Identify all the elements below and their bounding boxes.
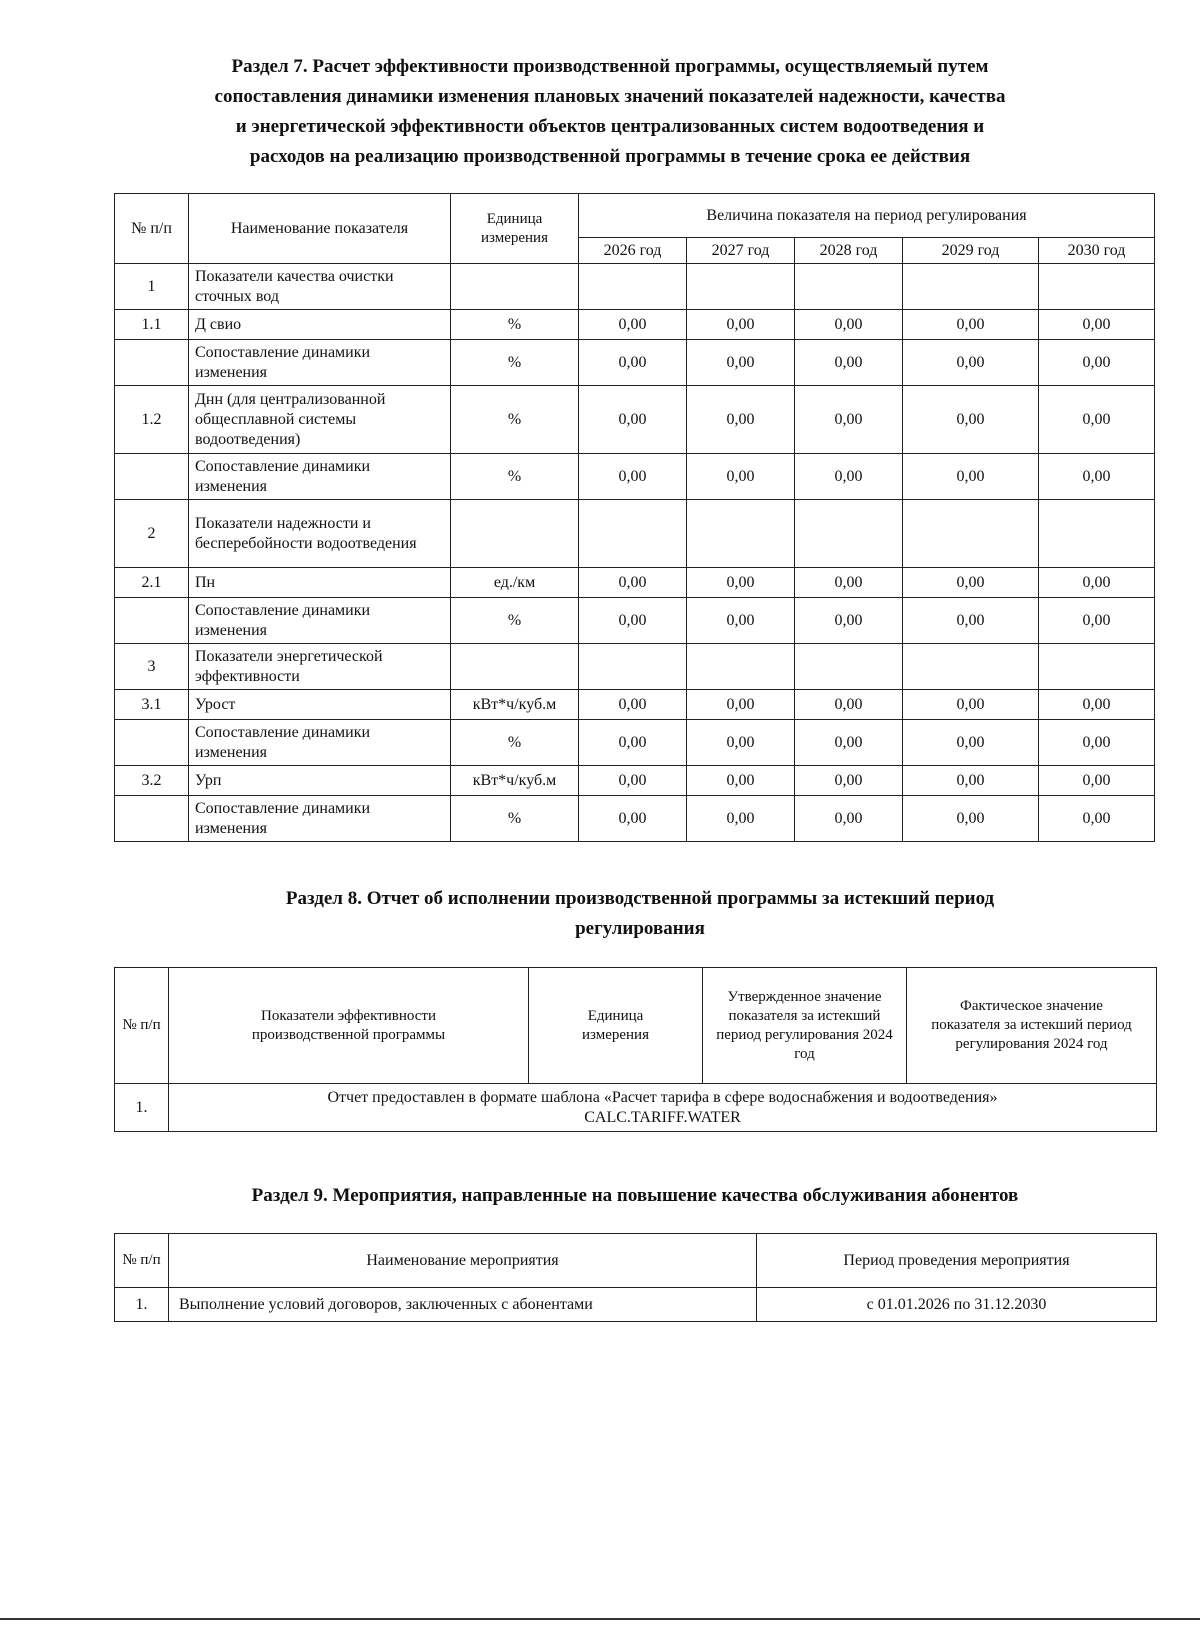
- s7-cell-value: [795, 500, 903, 568]
- s7-cell-value: [579, 644, 687, 690]
- s8-row-num: 1.: [115, 1084, 169, 1132]
- s7-cell-value: [1039, 264, 1155, 310]
- s7-row: [115, 796, 1155, 842]
- s7-row: [115, 386, 1155, 454]
- s7-cell-value: 0,00: [903, 796, 1039, 842]
- s8-row-text: [169, 1084, 1157, 1132]
- s7-cell-value: [579, 264, 687, 310]
- s8-row-1: [115, 1084, 1157, 1132]
- s7-cell-value: 0,00: [579, 454, 687, 500]
- s7-cell-unit: %: [451, 340, 579, 386]
- s7-cell-name: Сопоставление динамики изменения: [189, 598, 451, 644]
- s7-cell-value: 0,00: [795, 690, 903, 720]
- s9-row-name: Выполнение условий договоров, заключенных с абонентами: [169, 1288, 757, 1322]
- s7-cell-value: 0,00: [903, 568, 1039, 598]
- s7-cell-value: 0,00: [1039, 340, 1155, 386]
- s8-header-approved: Утвержденное значение показателя за истекший период регулирования 2024 год: [703, 968, 907, 1084]
- s7-year-2028: 2028 год: [795, 238, 903, 264]
- s7-cell-value: 0,00: [795, 720, 903, 766]
- s7-cell-value: 0,00: [903, 690, 1039, 720]
- s7-cell-num: 1: [115, 264, 189, 310]
- s7-cell-value: [687, 644, 795, 690]
- s7-cell-name: Днн (для централизованной общесплавной системы водоотведения): [189, 386, 451, 454]
- s7-cell-unit: %: [451, 386, 579, 454]
- s7-cell-num: 3: [115, 644, 189, 690]
- s7-cell-value: [687, 500, 795, 568]
- s8-header-num: № п/п: [115, 968, 169, 1084]
- s9-row-period: с 01.01.2026 по 31.12.2030: [757, 1288, 1157, 1322]
- s7-cell-unit: [451, 264, 579, 310]
- s7-cell-value: [903, 644, 1039, 690]
- s7-cell-num: 2.1: [115, 568, 189, 598]
- s7-cell-value: 0,00: [1039, 386, 1155, 454]
- s7-header-unit: Единица измерения: [451, 194, 579, 264]
- s7-cell-value: 0,00: [795, 598, 903, 644]
- s7-cell-name: Сопоставление динамики изменения: [189, 796, 451, 842]
- s7-cell-value: 0,00: [687, 598, 795, 644]
- s7-cell-value: 0,00: [687, 386, 795, 454]
- s7-cell-value: 0,00: [579, 766, 687, 796]
- s7-cell-num: 2: [115, 500, 189, 568]
- s8-header-unit: Единица измерения: [529, 968, 703, 1084]
- s8-row-text-line1: Отчет предоставлен в формате шаблона «Расчет тарифа в сфере водоснабжения и водоотведения»: [327, 1088, 998, 1106]
- s8-header-row: [115, 968, 1157, 1084]
- s7-cell-name: Сопоставление динамики изменения: [189, 720, 451, 766]
- s7-cell-name: Сопоставление динамики изменения: [189, 340, 451, 386]
- s7-header-row: [115, 194, 1155, 238]
- s7-cell-num: 1.2: [115, 386, 189, 454]
- s7-row: [115, 454, 1155, 500]
- s7-cell-value: 0,00: [795, 340, 903, 386]
- s9-row-1: [115, 1288, 1157, 1322]
- s7-cell-unit: %: [451, 454, 579, 500]
- s7-year-2030: 2030 год: [1039, 238, 1155, 264]
- s7-cell-value: 0,00: [795, 310, 903, 340]
- s8-row-text-line2: CALC.TARIFF.WATER: [584, 1108, 741, 1126]
- s7-cell-num: [115, 796, 189, 842]
- s7-row: [115, 644, 1155, 690]
- s7-cell-value: 0,00: [1039, 454, 1155, 500]
- s7-cell-value: 0,00: [579, 796, 687, 842]
- s7-cell-value: 0,00: [687, 454, 795, 500]
- s7-cell-value: [903, 500, 1039, 568]
- s7-cell-value: 0,00: [903, 340, 1039, 386]
- section8-title: Раздел 8. Отчет об исполнении производственной программы за истекший период регулирования: [285, 888, 995, 939]
- s7-cell-value: 0,00: [903, 598, 1039, 644]
- s7-cell-value: 0,00: [1039, 766, 1155, 796]
- s7-cell-value: [903, 264, 1039, 310]
- s7-cell-num: 3.2: [115, 766, 189, 796]
- s7-cell-name: Пн: [189, 568, 451, 598]
- s7-row: [115, 310, 1155, 340]
- s7-row: [115, 340, 1155, 386]
- s7-cell-value: 0,00: [687, 796, 795, 842]
- s7-cell-num: [115, 598, 189, 644]
- s7-cell-value: 0,00: [1039, 310, 1155, 340]
- s7-cell-name: Показатели надежности и бесперебойности водоотведения: [189, 500, 451, 568]
- section7-table: [114, 193, 1155, 842]
- s7-cell-value: 0,00: [687, 690, 795, 720]
- s7-cell-value: 0,00: [687, 340, 795, 386]
- s7-cell-value: 0,00: [579, 386, 687, 454]
- s7-cell-value: [795, 644, 903, 690]
- s7-row: [115, 690, 1155, 720]
- s7-cell-unit: %: [451, 720, 579, 766]
- s7-header-period: Величина показателя на период регулирования: [579, 194, 1155, 238]
- s7-row: [115, 264, 1155, 310]
- s7-cell-value: 0,00: [579, 690, 687, 720]
- s7-cell-unit: %: [451, 796, 579, 842]
- s7-cell-value: 0,00: [579, 720, 687, 766]
- s7-cell-name: Показатели качества очистки сточных вод: [189, 264, 451, 310]
- s7-cell-unit: %: [451, 598, 579, 644]
- s7-cell-value: [579, 500, 687, 568]
- section9-table: [114, 1233, 1157, 1322]
- s7-cell-num: [115, 720, 189, 766]
- s7-cell-name: Показатели энергетической эффективности: [189, 644, 451, 690]
- s7-cell-value: [1039, 644, 1155, 690]
- s7-cell-value: 0,00: [1039, 568, 1155, 598]
- s7-cell-value: 0,00: [687, 310, 795, 340]
- s7-row: [115, 500, 1155, 568]
- s7-cell-value: 0,00: [1039, 598, 1155, 644]
- s7-cell-num: 3.1: [115, 690, 189, 720]
- s8-header-actual: Фактическое значение показателя за истекший период регулирования 2024 год: [907, 968, 1157, 1084]
- s7-cell-value: 0,00: [795, 386, 903, 454]
- s7-cell-value: 0,00: [903, 310, 1039, 340]
- s7-cell-value: 0,00: [579, 598, 687, 644]
- s7-cell-value: [687, 264, 795, 310]
- s7-cell-unit: %: [451, 310, 579, 340]
- s7-cell-value: 0,00: [1039, 690, 1155, 720]
- s7-cell-unit: кВт*ч/куб.м: [451, 690, 579, 720]
- s7-cell-value: 0,00: [795, 796, 903, 842]
- s7-cell-value: 0,00: [579, 310, 687, 340]
- s7-year-2027: 2027 год: [687, 238, 795, 264]
- s7-cell-value: 0,00: [1039, 720, 1155, 766]
- s7-cell-name: Д свио: [189, 310, 451, 340]
- s7-cell-num: 1.1: [115, 310, 189, 340]
- s7-header-num: № п/п: [115, 194, 189, 264]
- s7-cell-num: [115, 454, 189, 500]
- s9-header-row: [115, 1234, 1157, 1288]
- s7-cell-value: [1039, 500, 1155, 568]
- s7-row: [115, 766, 1155, 796]
- s9-header-num: № п/п: [115, 1234, 169, 1288]
- s7-cell-value: 0,00: [903, 454, 1039, 500]
- s7-cell-value: [795, 264, 903, 310]
- s7-cell-unit: [451, 644, 579, 690]
- s7-cell-value: 0,00: [1039, 796, 1155, 842]
- s7-cell-value: 0,00: [687, 766, 795, 796]
- s9-header-name: Наименование мероприятия: [169, 1234, 757, 1288]
- s8-header-indicators: Показатели эффективности производственной программы: [169, 968, 529, 1084]
- s7-row: [115, 720, 1155, 766]
- s9-row-num: 1.: [115, 1288, 169, 1322]
- s7-cell-value: 0,00: [795, 454, 903, 500]
- s7-cell-num: [115, 340, 189, 386]
- s7-cell-value: 0,00: [903, 386, 1039, 454]
- s7-cell-value: 0,00: [579, 340, 687, 386]
- section8-table: [114, 967, 1157, 1132]
- s7-cell-value: 0,00: [903, 720, 1039, 766]
- s7-row: [115, 568, 1155, 598]
- s7-row: [115, 598, 1155, 644]
- section9-title: Раздел 9. Мероприятия, направленные на повышение качества обслуживания абонентов: [251, 1185, 1019, 1206]
- s7-cell-name: Урп: [189, 766, 451, 796]
- s7-cell-unit: [451, 500, 579, 568]
- s7-cell-name: Сопоставление динамики изменения: [189, 454, 451, 500]
- s7-body: [115, 264, 1155, 842]
- s7-cell-value: 0,00: [795, 568, 903, 598]
- s7-cell-unit: ед./км: [451, 568, 579, 598]
- s7-cell-unit: кВт*ч/куб.м: [451, 766, 579, 796]
- s7-cell-value: 0,00: [903, 766, 1039, 796]
- s7-year-2029: 2029 год: [903, 238, 1039, 264]
- s7-cell-value: 0,00: [579, 568, 687, 598]
- s7-cell-value: 0,00: [795, 766, 903, 796]
- s7-header-name: Наименование показателя: [189, 194, 451, 264]
- s7-cell-value: 0,00: [687, 568, 795, 598]
- scan-bottom-edge: [0, 1618, 1200, 1620]
- s7-cell-value: 0,00: [687, 720, 795, 766]
- s7-cell-name: Урост: [189, 690, 451, 720]
- s7-year-2026: 2026 год: [579, 238, 687, 264]
- section7-title: Раздел 7. Расчет эффективности производственной программы, осуществляемый путем сопоставления динамики изменения плановых значений показателей надежности, качества и энергетической эффективности объектов централизованных систем водоотведения и расходов на реализацию производственной программы в течение срока ее действия: [214, 56, 1006, 167]
- s9-header-period: Период проведения мероприятия: [757, 1234, 1157, 1288]
